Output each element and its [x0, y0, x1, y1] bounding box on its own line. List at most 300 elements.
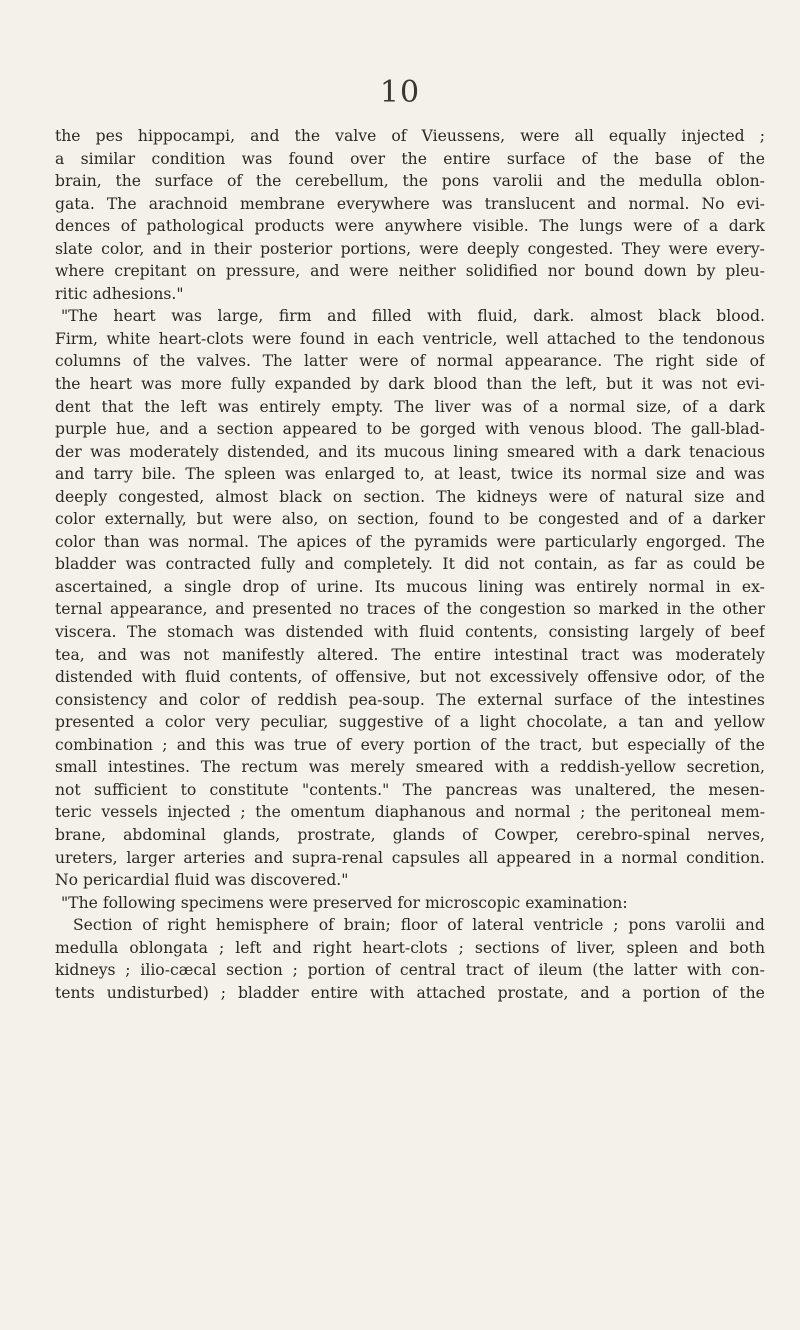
- word: ;: [220, 983, 227, 1002]
- word: color: [199, 690, 240, 709]
- word: engorged.: [646, 532, 727, 551]
- word: be: [509, 510, 529, 529]
- word: color: [164, 713, 205, 732]
- text-line: [55, 305, 765, 328]
- text-line: [55, 711, 765, 734]
- word: presented: [252, 600, 332, 619]
- word: anywhere: [384, 217, 463, 236]
- text-line: [55, 328, 765, 351]
- word: Section: [73, 916, 133, 935]
- word: the: [144, 397, 170, 416]
- word: of: [355, 532, 371, 551]
- word: of: [290, 577, 306, 596]
- word: ventricle: [533, 916, 604, 935]
- word: ;: [613, 916, 619, 935]
- word: small: [55, 758, 98, 777]
- word: The: [402, 780, 433, 799]
- word: the: [255, 803, 281, 822]
- word: portion: [642, 983, 701, 1002]
- word: merely: [350, 758, 405, 777]
- word: vessels: [101, 803, 158, 822]
- word: filled: [371, 307, 412, 326]
- word: nor: [547, 262, 575, 281]
- word: did: [464, 555, 490, 574]
- word: tan: [638, 713, 664, 732]
- word: appeared: [496, 848, 572, 867]
- word: was: [308, 758, 340, 777]
- word: reddish: [277, 690, 338, 709]
- word: the: [689, 600, 715, 619]
- word: normal: [569, 397, 626, 416]
- word: tea,: [55, 645, 85, 664]
- word: entire: [310, 983, 359, 1002]
- word: appeared: [282, 420, 358, 439]
- word: but: [419, 668, 447, 687]
- word: size: [694, 487, 725, 506]
- word: and: [253, 848, 284, 867]
- word: pericardial: [83, 871, 170, 890]
- word: surface: [506, 149, 566, 168]
- word: were: [268, 893, 309, 912]
- word: viscera.: [55, 623, 117, 642]
- word: found: [299, 329, 346, 348]
- word: left: [180, 397, 207, 416]
- word: was: [253, 735, 285, 754]
- word: left: [235, 938, 262, 957]
- word: externally,: [104, 510, 187, 529]
- word: adhesions.": [92, 284, 184, 303]
- word: contracted: [165, 555, 252, 574]
- word: of: [668, 510, 684, 529]
- word: glands,: [222, 825, 281, 844]
- word: intestines.: [107, 758, 190, 777]
- word: and: [580, 983, 610, 1002]
- word: the: [613, 149, 639, 168]
- word: The: [651, 420, 682, 439]
- word: No: [701, 194, 725, 213]
- word: entirely: [576, 577, 638, 596]
- word: of: [714, 735, 731, 754]
- text-line: [55, 396, 765, 419]
- word: injected: [167, 803, 231, 822]
- word: be: [391, 420, 411, 439]
- word: hue,: [115, 420, 151, 439]
- word: was: [661, 375, 693, 394]
- word: were: [548, 487, 588, 506]
- word: ;: [759, 127, 765, 145]
- word: and: [55, 465, 85, 484]
- word: surface: [154, 172, 214, 191]
- word: visible.: [472, 217, 529, 236]
- word: liver,: [576, 938, 616, 957]
- word: in: [715, 577, 731, 596]
- word: the: [255, 172, 282, 191]
- word: to: [366, 420, 383, 439]
- word: were: [252, 329, 292, 348]
- word: a: [618, 713, 628, 732]
- word: down: [643, 262, 687, 281]
- word: beef: [730, 623, 765, 642]
- word: in: [190, 239, 206, 258]
- word: hemisphere: [215, 916, 309, 935]
- word: of: [142, 916, 158, 935]
- word: mem-: [720, 803, 765, 822]
- word: similar: [80, 149, 136, 168]
- word: were: [419, 239, 459, 258]
- text-line: [55, 170, 765, 193]
- word: The: [391, 645, 422, 664]
- word: normal.: [628, 194, 690, 213]
- word: the: [379, 532, 406, 551]
- word: drop: [242, 577, 280, 596]
- word: supra-renal: [291, 848, 384, 867]
- word: pyramids: [414, 532, 488, 551]
- word: of: [423, 600, 439, 619]
- word: and: [475, 803, 505, 822]
- word: external: [477, 690, 543, 709]
- word: where: [55, 262, 105, 281]
- word: urine.: [316, 577, 364, 596]
- word: fully: [260, 555, 296, 574]
- word: spleen: [224, 465, 276, 484]
- word: translucent: [484, 194, 575, 213]
- word: The: [613, 352, 644, 371]
- word: The: [127, 623, 157, 642]
- word: right: [312, 938, 352, 957]
- word: least,: [458, 465, 502, 484]
- word: than: [486, 375, 523, 394]
- word: The: [257, 532, 288, 551]
- word: ascertained,: [55, 577, 153, 596]
- word: color: [55, 510, 95, 529]
- word: peculiar,: [260, 713, 329, 732]
- word: diaphanous: [374, 803, 466, 822]
- word: the: [401, 149, 427, 168]
- word: of: [480, 735, 496, 754]
- word: presented: [55, 713, 135, 732]
- word: a: [459, 713, 470, 732]
- word: almost: [589, 307, 643, 326]
- word: section,: [357, 510, 419, 529]
- word: of: [550, 938, 566, 957]
- word: as: [666, 555, 684, 574]
- word: their: [213, 239, 252, 258]
- word: slate: [55, 239, 93, 258]
- word: and: [735, 916, 765, 935]
- word: was: [125, 555, 157, 574]
- word: rectum: [241, 758, 298, 777]
- word: was: [631, 645, 663, 664]
- word: by: [360, 375, 380, 394]
- word: combination: [55, 735, 153, 754]
- word: with: [427, 307, 462, 326]
- word: bile.: [142, 465, 177, 484]
- word: pathological: [146, 217, 244, 236]
- word: every: [360, 735, 405, 754]
- word: of: [581, 149, 597, 168]
- word: were: [633, 217, 673, 236]
- word: the: [648, 329, 675, 348]
- word: tents: [55, 983, 95, 1002]
- word: all: [574, 127, 594, 145]
- word: congestion: [479, 600, 566, 619]
- word: normal: [514, 803, 571, 822]
- word: a: [145, 713, 155, 732]
- word: a: [198, 420, 208, 439]
- word: its: [356, 442, 376, 461]
- word: brain,: [55, 172, 102, 191]
- word: tract,: [539, 735, 583, 754]
- word: distended: [55, 668, 133, 687]
- word: varolii: [675, 916, 726, 935]
- word: also,: [281, 510, 319, 529]
- word: especially: [627, 735, 706, 754]
- word: all: [468, 848, 488, 867]
- word: a: [708, 217, 719, 236]
- word: excessively: [489, 668, 579, 687]
- word: secretion,: [686, 758, 765, 777]
- word: pleu-: [725, 262, 765, 281]
- word: appearance,: [110, 600, 208, 619]
- word: Firm,: [55, 329, 99, 348]
- word: tenacious: [689, 442, 765, 461]
- word: blood: [433, 375, 478, 394]
- word: fluid: [185, 668, 221, 687]
- word: on: [196, 262, 216, 281]
- word: and: [159, 420, 189, 439]
- word: The: [735, 532, 765, 551]
- word: could: [693, 555, 737, 574]
- word: the: [599, 172, 626, 191]
- word: it: [641, 375, 653, 394]
- word: distended: [285, 623, 364, 642]
- word: the: [446, 600, 472, 619]
- text-line: [55, 238, 765, 261]
- word: and: [628, 510, 659, 529]
- word: with: [373, 623, 409, 642]
- word: intestinal: [494, 645, 569, 664]
- word: but: [591, 735, 619, 754]
- word: lining: [453, 442, 499, 461]
- word: and: [158, 690, 189, 709]
- word: a: [55, 149, 65, 168]
- word: in: [353, 329, 369, 348]
- word: contents,: [229, 668, 303, 687]
- word: left,: [565, 375, 598, 394]
- word: everywhere: [336, 194, 430, 213]
- word: varolii: [492, 172, 543, 191]
- text-line: [55, 193, 765, 216]
- text-line: [55, 959, 765, 982]
- word: prostrate,: [297, 825, 376, 844]
- word: and: [250, 127, 280, 145]
- word: ex-: [741, 577, 765, 596]
- word: "The: [61, 893, 98, 912]
- text-line: [55, 486, 765, 509]
- word: no: [339, 600, 359, 619]
- word: well: [505, 329, 539, 348]
- word: larger: [126, 848, 175, 867]
- word: odor,: [666, 668, 707, 687]
- word: was: [441, 194, 473, 213]
- word: offensive,: [335, 668, 411, 687]
- text-line: [55, 260, 765, 283]
- word: of: [311, 668, 327, 687]
- word: dences: [55, 217, 111, 236]
- word: of: [513, 961, 529, 980]
- word: mesen-: [708, 780, 765, 799]
- word: of: [707, 149, 724, 168]
- text-line: [55, 350, 765, 373]
- word: kidneys: [477, 487, 538, 506]
- word: of: [447, 916, 463, 935]
- word: contents,: [465, 623, 539, 642]
- word: so: [573, 600, 591, 619]
- text-line: [55, 689, 765, 712]
- word: on: [328, 510, 348, 529]
- word: dark: [728, 397, 765, 416]
- word: ureters,: [55, 848, 118, 867]
- word: in: [666, 600, 682, 619]
- word: was: [141, 375, 172, 394]
- word: appearance.: [504, 352, 603, 371]
- word: portion: [413, 735, 471, 754]
- word: right: [655, 352, 695, 371]
- word: was: [734, 465, 765, 484]
- word: the: [159, 352, 186, 371]
- word: liver: [434, 397, 471, 416]
- word: It: [442, 555, 455, 574]
- word: teric: [55, 803, 92, 822]
- word: was: [241, 149, 273, 168]
- word: The: [436, 690, 466, 709]
- word: central: [399, 961, 456, 980]
- word: of: [336, 735, 352, 754]
- word: pons: [441, 172, 480, 191]
- word: gall-blad-: [690, 420, 765, 439]
- word: latter: [633, 961, 678, 980]
- word: heart: [113, 307, 156, 326]
- text-line: [55, 576, 765, 599]
- text-line: [55, 756, 765, 779]
- word: be: [745, 555, 765, 574]
- word: enlarged: [324, 465, 395, 484]
- word: was: [530, 780, 562, 799]
- word: intestines: [687, 690, 765, 709]
- word: section: [216, 420, 274, 439]
- word: was: [171, 307, 202, 326]
- word: dark: [388, 375, 425, 394]
- text-line: [55, 644, 765, 667]
- word: and: [97, 645, 127, 664]
- word: omentum: [290, 803, 366, 822]
- word: entirely: [259, 397, 321, 416]
- word: found: [428, 510, 474, 529]
- word: fluid: [174, 871, 210, 890]
- word: spleen: [626, 938, 678, 957]
- word: "contents.": [302, 780, 390, 799]
- word: pressure,: [225, 262, 301, 281]
- word: by: [696, 262, 716, 281]
- word: the: [739, 983, 765, 1002]
- word: completely.: [343, 555, 433, 574]
- word: ;: [162, 735, 168, 754]
- word: of: [462, 825, 478, 844]
- word: ;: [292, 961, 298, 980]
- word: abdominal: [123, 825, 206, 844]
- word: dark: [644, 442, 681, 461]
- word: lining: [478, 577, 524, 596]
- word: glands: [392, 825, 446, 844]
- word: arteries: [183, 848, 246, 867]
- word: of: [391, 127, 407, 145]
- word: surface: [554, 690, 613, 709]
- word: der: [55, 442, 82, 461]
- word: The: [200, 758, 231, 777]
- word: a: [539, 758, 550, 777]
- word: undisturbed): [106, 983, 209, 1002]
- word: congested,: [118, 487, 205, 506]
- word: of: [374, 961, 391, 980]
- word: not: [55, 780, 81, 799]
- word: the: [402, 172, 429, 191]
- word: normal: [648, 577, 705, 596]
- word: entire: [433, 645, 482, 664]
- word: injected: [681, 127, 745, 145]
- word: ;: [458, 938, 464, 957]
- text-line: [55, 892, 765, 915]
- word: pes: [95, 127, 123, 145]
- word: discovered.": [250, 871, 349, 890]
- word: large,: [217, 307, 264, 326]
- word: for: [397, 893, 421, 912]
- word: was: [214, 871, 246, 890]
- word: color: [55, 532, 95, 551]
- word: lungs: [579, 217, 623, 236]
- text-line: [55, 508, 765, 531]
- word: normal: [437, 352, 494, 371]
- word: lateral: [472, 916, 524, 935]
- word: dent: [55, 397, 91, 416]
- word: distended,: [227, 442, 310, 461]
- word: following: [102, 893, 176, 912]
- word: to: [483, 510, 500, 529]
- word: and: [215, 600, 245, 619]
- word: with: [485, 420, 520, 439]
- word: smeared: [415, 758, 484, 777]
- word: the: [115, 172, 141, 191]
- word: The: [106, 194, 137, 213]
- word: heart-clots: [158, 329, 244, 348]
- word: black: [658, 307, 701, 326]
- word: the: [739, 668, 765, 687]
- word: tract: [465, 961, 504, 980]
- text-line: [55, 801, 765, 824]
- word: evi-: [736, 375, 765, 394]
- word: size,: [636, 397, 672, 416]
- word: The: [394, 397, 424, 416]
- word: blood.: [593, 420, 643, 439]
- word: on: [332, 487, 353, 506]
- word: solidified: [465, 262, 538, 281]
- word: base: [655, 149, 692, 168]
- word: the: [55, 127, 81, 145]
- word: was: [217, 397, 249, 416]
- text-line: [55, 982, 765, 1005]
- word: Cowper,: [494, 825, 559, 844]
- word: crepitant: [114, 262, 187, 281]
- word: was: [534, 577, 566, 596]
